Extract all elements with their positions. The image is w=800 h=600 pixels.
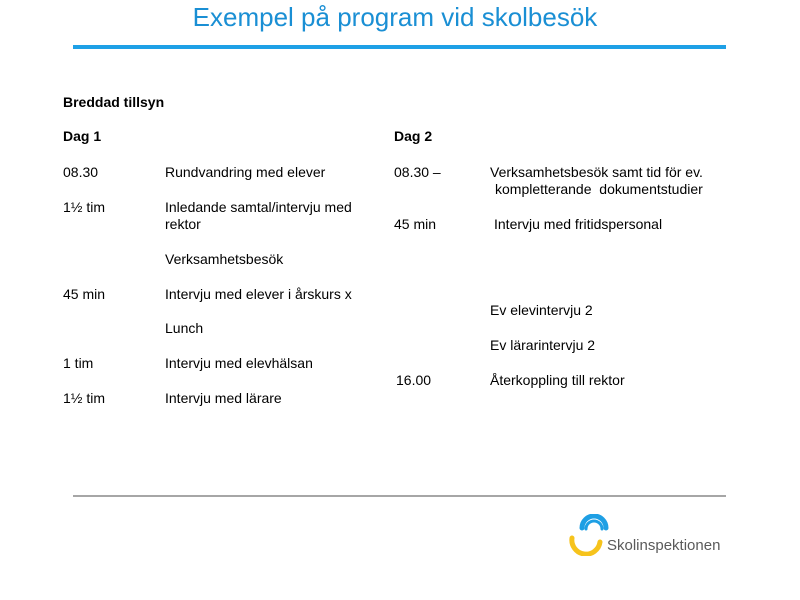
day1-activity-2-line1: Inledande samtal/intervju med [165, 199, 352, 215]
day2-time-2: 45 min [394, 216, 437, 232]
day1-activity-5: Lunch [165, 320, 204, 336]
logo-arc-blue-inner [586, 521, 602, 529]
day1-time-7: 1½ tim [63, 390, 106, 406]
footer-divider [73, 495, 726, 497]
day1-time-6: 1 tim [63, 355, 94, 371]
day2-activity-1-line2: kompletterande dokumentstudier [495, 181, 703, 197]
title-divider [73, 45, 726, 49]
day2-time-1: 08.30 – [394, 164, 441, 180]
section-label: Breddad tillsyn [63, 94, 165, 110]
day1-heading: Dag 1 [63, 128, 102, 144]
day2-activity-2: Intervju med fritidspersonal [494, 216, 663, 232]
day1-activity-4: Intervju med elever i årskurs x [165, 286, 352, 302]
skolinspektionen-logo [568, 514, 728, 556]
day2-activity-1-line1: Verksamhetsbesök samt tid för ev. [490, 164, 703, 180]
day2-heading: Dag 2 [394, 128, 433, 144]
day1-activity-2-line2: rektor [165, 216, 201, 232]
page-title: Exempel på program vid skolbesök [192, 2, 598, 32]
day2-activity-4: Ev lärarintervju 2 [490, 337, 596, 353]
day1-activity-6: Intervju med elevhälsan [165, 355, 313, 371]
day2-time-5: 16.00 [396, 372, 432, 388]
day2-activity-3: Ev elevintervju 2 [490, 302, 593, 318]
day1-time-4: 45 min [63, 286, 106, 302]
day2-activity-5: Återkoppling till rektor [490, 372, 625, 388]
day1-activity-3: Verksamhetsbesök [165, 251, 284, 267]
logo-arc-yellow [572, 538, 600, 554]
day1-time-1: 08.30 [63, 164, 99, 180]
day1-activity-7: Intervju med lärare [165, 390, 282, 406]
day1-time-2: 1½ tim [63, 199, 106, 215]
day1-activity-1: Rundvandring med elever [165, 164, 326, 180]
logo-text: Skolinspektionen [607, 537, 721, 554]
